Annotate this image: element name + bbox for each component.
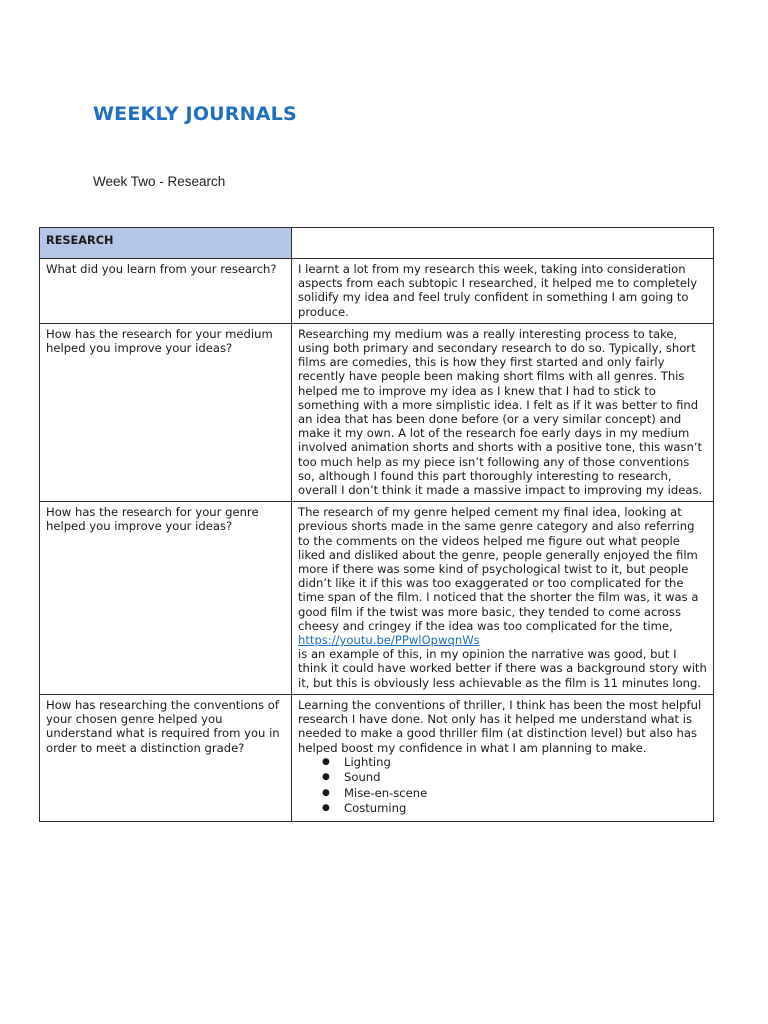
question-cell: How has the research for your genre helped you improve your ideas? [40, 502, 292, 695]
bullet-icon: ● [322, 787, 330, 798]
answer-cell: Researching my medium was a really interesting process to take, using both primary and secondary research to do so. Typically, short films are comedies, this is how they first started and only fairly recently have people been making short films with all genres. This helped me to improve my idea as I knew that I had to stick to something with a more simplistic idea. I felt as if it was better to find an idea that has been done before (or a very similar concept) and make it my own. A lot of the research foe early days in my medium involved animation shorts and shorts with a positive tone, this wasn’t too much help as my piece isn’t following any of those conventions so, although I found this part thoroughly interesting to research, overall I don’t think it made a massive impact to improving my ideas. [292, 323, 714, 501]
list-item [322, 770, 707, 786]
bullet-icon: ● [322, 803, 330, 814]
question-cell: How has the research for your medium helped you improve your ideas? [40, 323, 292, 501]
question-cell: What did you learn from your research? [40, 259, 292, 324]
list-item [322, 754, 707, 771]
youtube-link[interactable]: https://youtu.be/PPwlOpwqnWs [298, 633, 480, 648]
table-row [40, 502, 714, 695]
list-item [322, 801, 707, 817]
bullet-icon: ● [322, 756, 330, 767]
page-title: WEEKLY JOURNALS [93, 103, 297, 125]
research-heading-cell: RESEARCH [40, 228, 292, 259]
research-table [39, 227, 714, 822]
answer-cell [292, 502, 714, 695]
bullet-icon: ● [322, 772, 330, 783]
answer-text-continued: is an example of this, in my opinion the narrative was good, but I think it could have worked better if there was a background story with it, but this is obviously less achievable as the film is 11 minutes long. [298, 647, 707, 690]
list-item-label: Sound [344, 770, 381, 785]
answer-text: Learning the conventions of thriller, I think has been the most helpful research I have done. Not only has it helped me understand what is needed to make a good thriller film (at distinction level) but also has helped boost my confidence in what I am planning to make. [298, 697, 702, 755]
table-header-row [40, 228, 714, 259]
conventions-list [298, 755, 707, 817]
question-cell: How has researching the conventions of your chosen genre helped you understand what is required from you in order to meet a distinction grade? [40, 694, 292, 821]
empty-header-cell [292, 228, 714, 259]
table-row [40, 694, 714, 821]
answer-text: The research of my genre helped cement my final idea, looking at previous shorts made in the same genre category and also referring to the comments on the videos helped me figure out what people liked and disliked about the genre, people generally enjoyed the film more if there was some kind of psychological twist to it, but people didn’t like it if this was too exaggerated or too complicated for the time span of the film. I noticed that the shorter the film was, it was a good film if the twist was more basic, they tended to come across cheesy and cringey if the idea was too complicated for the time, [298, 505, 699, 633]
table-row [40, 259, 714, 324]
list-item-label: Costuming [344, 801, 407, 816]
answer-cell [292, 694, 714, 821]
table-row [40, 323, 714, 501]
answer-cell: I learnt a lot from my research this week, taking into consideration aspects from each subtopic I researched, it helped me to completely solidify my idea and feel truly confident in something I am going to produce. [292, 259, 714, 324]
list-item-label: Lighting [344, 754, 391, 769]
list-item [322, 785, 707, 802]
list-item-label: Mise-en-scene [344, 785, 428, 800]
page-subtitle: Week Two - Research [93, 174, 226, 189]
